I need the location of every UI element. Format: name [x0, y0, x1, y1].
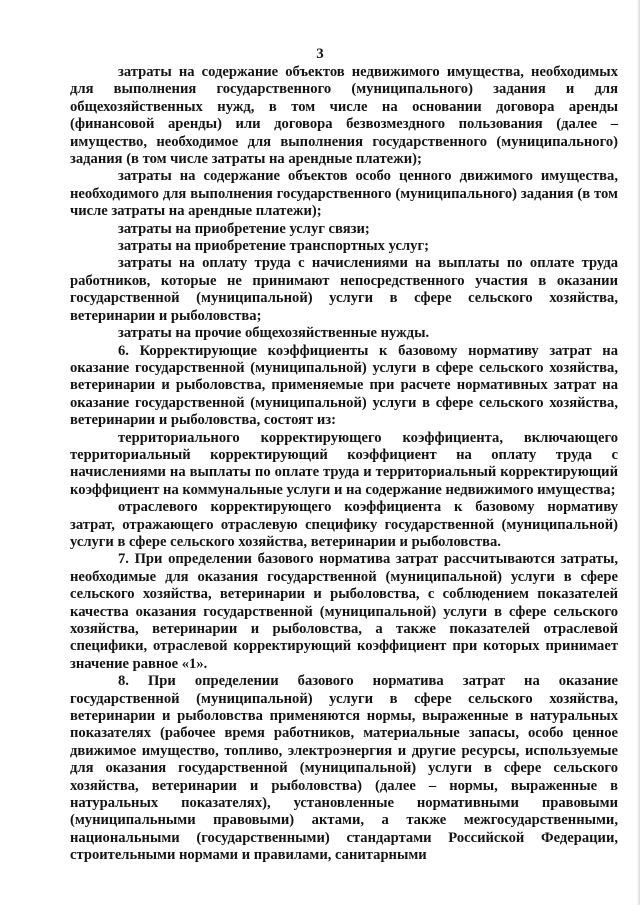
paragraph: 8. При определении базового норматива затрат на оказание государственной (муниципальной) услуги в сфере сельского хозяйства, ветеринарии и рыболовства применяются нормы, выраженные в натуральных показателях (рабочее время работников, материальные запасы, особо ценное движимое имущество, топливо, электроэнергия и другие ресурсы, используемые для оказания государственной (муниципальной) услуги в сфере сельского хозяйства, ветеринарии и рыболовства) (далее – нормы, выраженные в натуральных показателях), установленные нормативными правовыми (муниципальными правовыми) актами, а также межгосударственными, национальными (государственными) стандартами Российской Федерации, строительными нормами и правилами, санитарными — [70, 673, 618, 864]
page-number: 3 — [316, 46, 324, 62]
paragraph: затраты на содержание объектов особо ценного движимого имущества, необходимого для выполнения государственного (муниципального) задания (в том числе затраты на арендные платежи); — [70, 168, 618, 220]
document-body — [70, 64, 618, 865]
paragraph: затраты на прочие общехозяйственные нужды. — [118, 325, 430, 342]
paragraph: затраты на приобретение услуг связи; — [118, 220, 370, 237]
paragraph: затраты на содержание объектов недвижимого имущества, необходимых для выполнения государственного (муниципального) задания и для общехозяйственных нужд, в том числе на основании договора аренды (финансовой аренды) или договора безвозмездного пользования (далее – имущество, необходимое для выполнения государственного (муниципального) задания (в том числе затраты на арендные платежи); — [70, 64, 618, 168]
paragraph: отраслевого корректирующего коэффициента к базовому нормативу затрат, отражающего отраслевую специфику государственной (муниципальной) услуги в сфере сельского хозяйства, ветеринарии и рыболовства. — [70, 499, 618, 550]
paragraph: 6. Корректирующие коэффициенты к базовому нормативу затрат на оказание государственной (муниципальной) услуги в сфере сельского хозяйства, ветеринарии и рыболовства, применяемые при расчете нормативных затрат на оказание государственной (муниципальной) услуги в сфере сельского хозяйства, ветеринарии и рыболовства, состоят из: — [70, 342, 618, 429]
paragraph: 7. При определении базового норматива затрат рассчитываются затраты, необходимые для оказания государственной (муниципальной) услуги в сфере сельского хозяйства, ветеринарии и рыболовства, с соблюдением показателей качества оказания государственной (муниципальной) услуги в сфере сельского хозяйства, ветеринарии и рыболовства, а также показателей отраслевой специфики, отраслевой корректирующий коэффициент при которых принимает значение равное «1». — [70, 551, 618, 672]
paragraph: затраты на приобретение транспортных услуг; — [118, 238, 429, 255]
paragraph: территориального корректирующего коэффициента, включающего территориальный корректирующий коэффициент на оплату труда с начислениями на выплаты по оплате труда и территориальный корректирующий коэффициент на коммунальные услуги и на содержание недвижимого имущества; — [70, 429, 618, 498]
paragraph: затраты на оплату труда с начислениями на выплаты по оплате труда работников, которые не принимают непосредственного участия в оказании государственной (муниципальной) услуги в сфере сельского хозяйства, ветеринарии и рыболовства; — [70, 255, 618, 324]
